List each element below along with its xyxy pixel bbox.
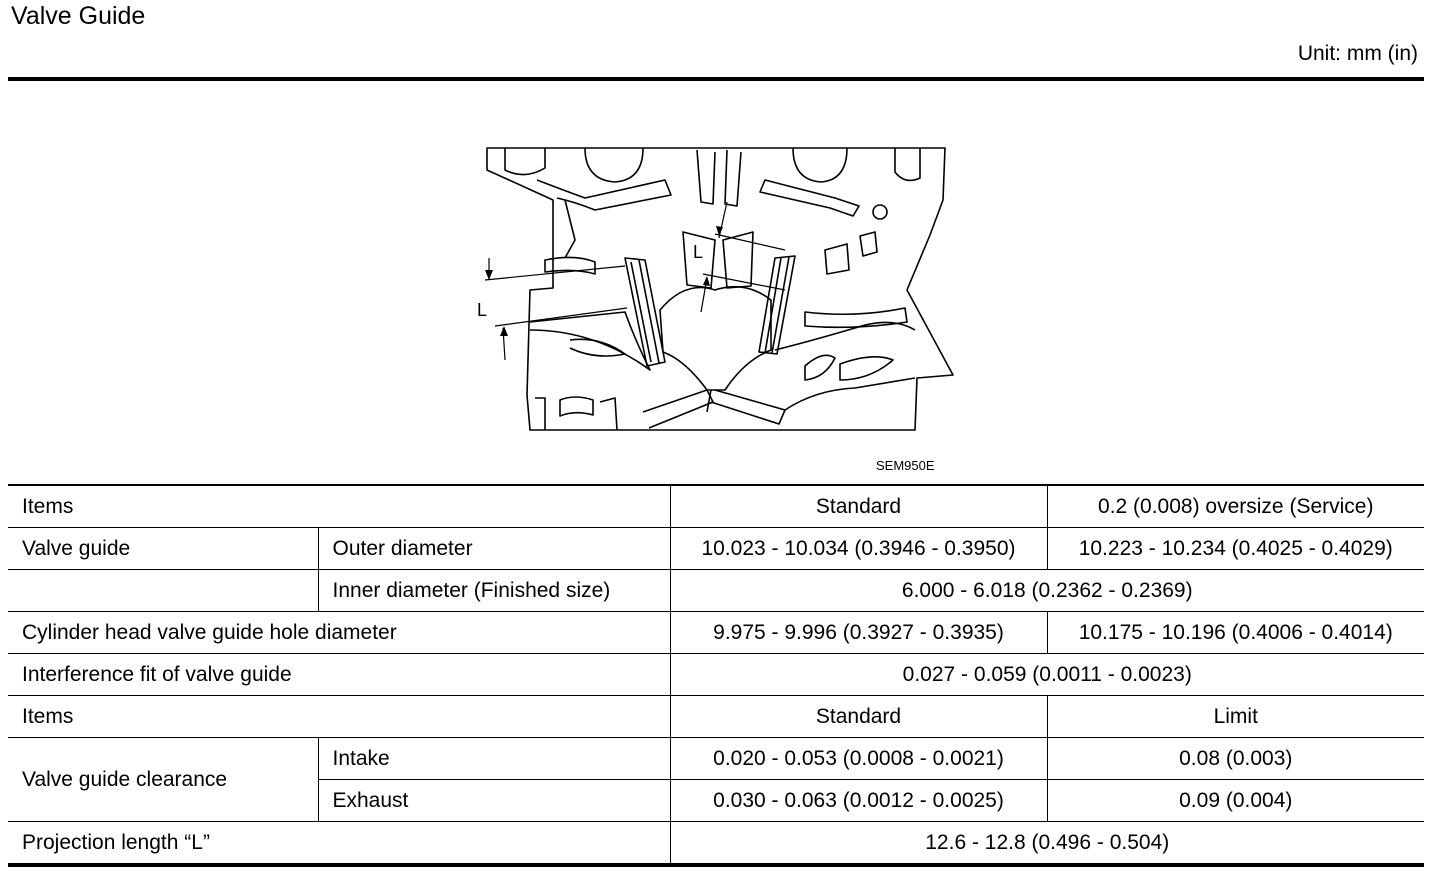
header-items-2: Items [8,696,670,738]
table-row [8,738,1424,780]
table-row [8,612,1424,654]
header-standard: Standard [670,485,1047,528]
valve-guide-spec-table [8,484,1424,867]
table-row [8,654,1424,696]
row-label-valve-guide-clearance: Valve guide clearance [8,738,318,822]
inner-diameter-value: 6.000 - 6.018 (0.2362 - 0.2369) [670,570,1424,612]
figure-code: SEM950E [876,458,935,473]
combustion-chamber [660,287,771,390]
valve-guide-diagram [475,140,960,440]
outer-diameter-service: 10.223 - 10.234 (0.4025 - 0.4029) [1047,528,1424,570]
unit-label: Unit: mm (in) [1297,42,1418,65]
projection-length-value: 12.6 - 12.8 (0.496 - 0.504) [670,822,1424,866]
row-sublabel-outer-diameter: Outer diameter [318,528,670,570]
page-title: Valve Guide [11,2,146,30]
exhaust-clearance-limit: 0.09 (0.004) [1047,780,1424,822]
table-row [8,822,1424,866]
right-valve-guide [759,256,795,354]
table-header-row [8,485,1424,528]
row-sublabel-inner-diameter: Inner diameter (Finished size) [318,570,670,612]
row-label-interference-fit: Interference fit of valve guide [8,654,670,696]
row-label-valve-guide: Valve guide [8,528,318,570]
row-label-hole-diameter: Cylinder head valve guide hole diameter [8,612,670,654]
table-header-row [8,696,1424,738]
row-sublabel-exhaust: Exhaust [318,780,670,822]
intake-clearance-limit: 0.08 (0.003) [1047,738,1424,780]
header-service: 0.2 (0.008) oversize (Service) [1047,485,1424,528]
dimension-label-left: L [477,300,488,320]
exhaust-clearance-standard: 0.030 - 0.063 (0.0012 - 0.0025) [670,780,1047,822]
row-sublabel-intake: Intake [318,738,670,780]
hole-diameter-standard: 9.975 - 9.996 (0.3927 - 0.3935) [670,612,1047,654]
table-row [8,570,1424,612]
dimension-label-right: L [693,242,704,262]
header-items: Items [8,485,670,528]
title-rule [8,77,1424,81]
left-valve-guide [625,258,665,366]
intake-clearance-standard: 0.020 - 0.053 (0.0008 - 0.0021) [670,738,1047,780]
header-limit: Limit [1047,696,1424,738]
outer-diameter-standard: 10.023 - 10.034 (0.3946 - 0.3950) [670,528,1047,570]
table-row [8,528,1424,570]
hole-diameter-service: 10.175 - 10.196 (0.4006 - 0.4014) [1047,612,1424,654]
empty-cell [8,570,318,612]
row-label-projection-length: Projection length “L” [8,822,670,866]
header-standard-2: Standard [670,696,1047,738]
interference-fit-value: 0.027 - 0.059 (0.0011 - 0.0023) [670,654,1424,696]
